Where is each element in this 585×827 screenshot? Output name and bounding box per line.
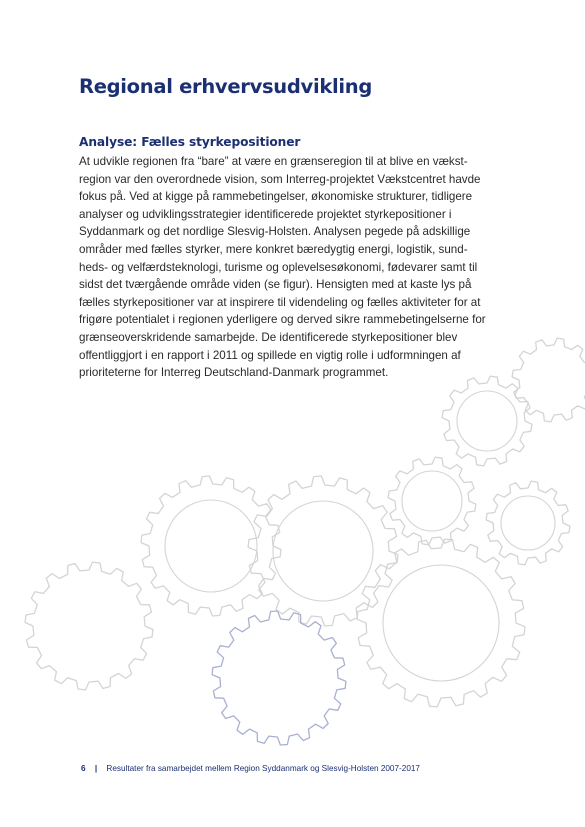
gear-hub-icon [273, 501, 373, 601]
gear-hub-icon [165, 500, 257, 592]
gear-icon [512, 338, 585, 422]
body-line: sidst det tværgående område viden (se figur). Hensigten med at kaste lys på [79, 278, 472, 292]
gear-icon [388, 457, 476, 545]
analysis-section [79, 134, 519, 382]
section-heading: Analyse: Fælles styrkepositioner [79, 135, 301, 149]
body-line: region var den overordnede vision, som Interreg-projektet Vækstcentret havde [79, 172, 481, 186]
body-line: heds- og velfærdsteknologi, turisme og oplevelsesøkonomi, fødevarer samt til [79, 260, 478, 274]
body-paragraph [79, 153, 519, 382]
body-line: Syddanmark og det nordlige Slesvig-Holsten. Analysen pegede på adskillige [79, 225, 471, 239]
gear-hub-icon [383, 565, 499, 681]
gear-icon [486, 481, 570, 565]
body-line: fælles styrkepositioner var at inspirere til videndeling og fælles aktiviteter for at [79, 295, 481, 309]
page-title: Regional erhvervsudvikling [79, 75, 373, 98]
gear-icon [212, 611, 346, 745]
body-line: frigøre potentialet i regionen yderligere og derved sikre rammebetingelserne for [79, 313, 486, 327]
body-line: offentliggjort i en rapport i 2011 og spillede en vigtig rolle i udformningen af [79, 348, 461, 362]
body-line: analyser og udviklingsstrategier identificerede projektet styrkepositioner i [79, 207, 452, 221]
body-line: grænseoverskridende samarbejde. De identificerede styrkepositioner blev [79, 330, 458, 344]
gear-icon [141, 476, 281, 616]
body-line: At udvikle regionen fra “bare” at være en grænseregion til at blive en vækst- [79, 155, 468, 168]
gear-hub-icon [457, 391, 517, 451]
body-line: prioriteterne for Interreg Deutschland-Danmark programmet. [79, 366, 389, 380]
body-line: områder med fælles styrker, mere konkret bæredygtig energi, logistik, sund- [79, 242, 468, 256]
gear-hub-icon [402, 471, 462, 531]
gear-icon [248, 476, 398, 626]
page-footer [81, 764, 420, 773]
footer-separator: | [94, 764, 98, 773]
footer-text: Resultater fra samarbejdet mellem Region Syddanmark og Slesvig-Holsten 2007-2017 [106, 764, 420, 773]
body-line: fokus på. Ved at kigge på rammebetingelser, økonomiske strukturer, tidligere [79, 190, 473, 204]
page-number: 6 [81, 764, 86, 773]
gear-icon [357, 539, 525, 707]
gear-icon [25, 562, 153, 690]
gear-hub-icon [501, 496, 555, 550]
gear-icon [442, 376, 532, 466]
